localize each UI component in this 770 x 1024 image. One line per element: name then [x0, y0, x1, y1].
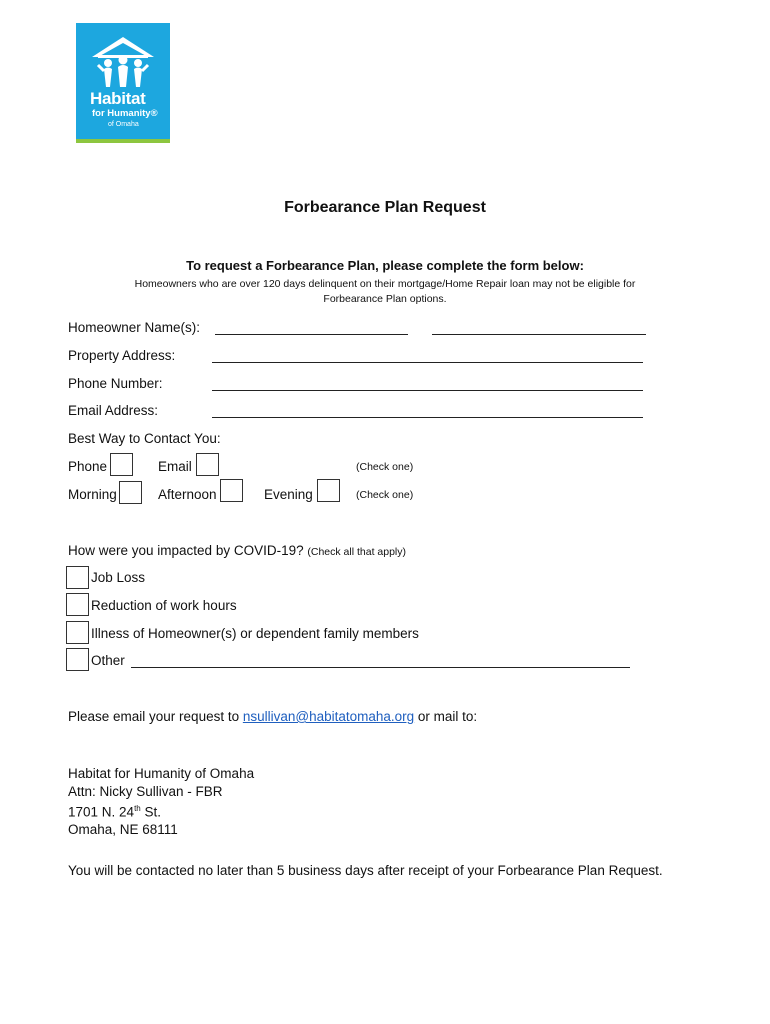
address-line-3: [68, 800, 254, 821]
time-afternoon-checkbox[interactable]: [220, 479, 243, 502]
check-one-note-time: (Check one): [356, 489, 414, 501]
property-address-label: Property Address:: [68, 348, 176, 363]
check-one-note-method: (Check one): [356, 461, 414, 473]
phone-number-label: Phone Number:: [68, 376, 163, 391]
contact-email-checkbox[interactable]: [196, 453, 219, 476]
logo-text-habitat: Habitat: [90, 89, 146, 108]
covid-question-text: How were you impacted by COVID-19?: [68, 543, 304, 558]
address-street-b: St.: [140, 804, 161, 820]
covid-reduced-hours-checkbox[interactable]: [66, 593, 89, 616]
property-address-field[interactable]: [212, 362, 643, 363]
covid-other-checkbox[interactable]: [66, 648, 89, 671]
email-address-field[interactable]: [212, 417, 643, 418]
address-line-1: Habitat for Humanity of Omaha: [68, 766, 255, 781]
covid-job-loss-checkbox[interactable]: [66, 566, 89, 589]
email-link[interactable]: nsullivan@habitatomaha.org: [242, 709, 415, 724]
address-street-a: 1701 N. 24: [68, 804, 135, 820]
house-family-icon: [90, 35, 156, 89]
covid-reduced-hours-label: Reduction of work hours: [91, 598, 237, 613]
mailing-address: [68, 765, 254, 839]
time-evening-checkbox[interactable]: [317, 479, 340, 502]
logo-text-humanity: for Humanity®: [92, 108, 158, 119]
contact-timeline-note: You will be contacted no later than 5 business days after receipt of your Forbearance Plan Request.: [68, 863, 663, 878]
address-line-2: Attn: Nicky Sullivan - FBR: [68, 783, 223, 799]
time-evening-label: Evening: [264, 487, 313, 502]
contact-phone-checkbox[interactable]: [110, 453, 133, 476]
contact-phone-label: Phone: [68, 459, 108, 474]
contact-email-label: Email: [158, 459, 192, 474]
time-morning-checkbox[interactable]: [119, 481, 142, 504]
address-line-4: Omaha, NE 68111: [68, 822, 178, 837]
covid-job-loss-label: Job Loss: [91, 570, 146, 585]
habitat-logo: [76, 23, 170, 143]
covid-other-label: Other: [91, 653, 125, 668]
page-title: Forbearance Plan Request: [284, 199, 486, 216]
covid-other-field[interactable]: [131, 667, 630, 668]
covid-hint: (Check all that apply): [307, 546, 407, 558]
form-instruction: To request a Forbearance Plan, please complete the form below:: [186, 258, 584, 273]
homeowner-names-label: Homeowner Name(s):: [68, 320, 201, 335]
eligibility-note: [100, 277, 670, 307]
time-afternoon-label: Afternoon: [158, 487, 217, 502]
logo-text-omaha: of Omaha: [108, 121, 139, 128]
email-request-prefix: Please email your request to: [68, 709, 243, 724]
email-request-line: [68, 709, 477, 724]
covid-question: [68, 543, 406, 558]
covid-illness-checkbox[interactable]: [66, 621, 89, 644]
eligibility-note-line-2: Forbearance Plan options.: [323, 293, 447, 305]
eligibility-note-line-1: Homeowners who are over 120 days delinquent on their mortgage/Home Repair loan may not be eligible for: [134, 278, 636, 290]
time-morning-label: Morning: [68, 487, 117, 502]
address-street-sup: th: [134, 804, 141, 813]
homeowner-name-1-field[interactable]: [215, 334, 408, 335]
email-request-suffix: or mail to:: [414, 709, 478, 724]
covid-illness-label: Illness of Homeowner(s) or dependent family members: [91, 626, 419, 641]
phone-number-field[interactable]: [212, 390, 643, 391]
contact-heading: Best Way to Contact You:: [68, 431, 221, 446]
homeowner-name-2-field[interactable]: [432, 334, 646, 335]
email-address-label: Email Address:: [68, 403, 159, 418]
